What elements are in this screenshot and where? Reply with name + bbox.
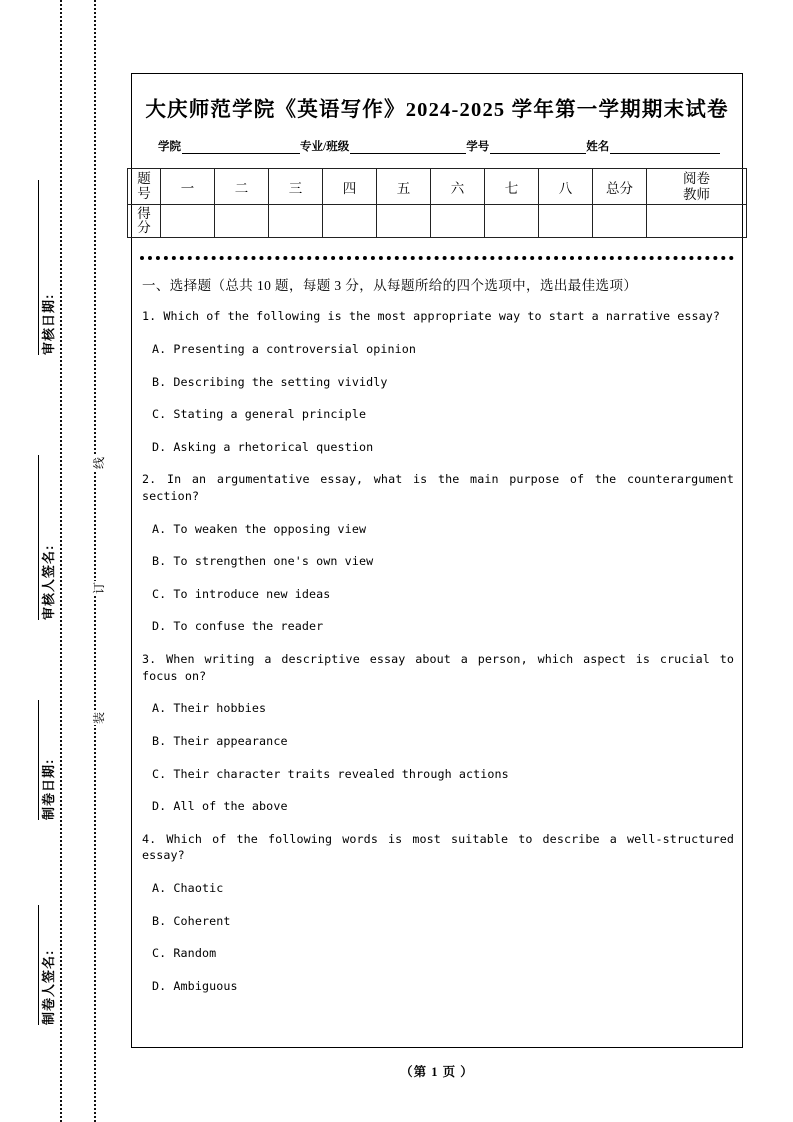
question-4-option-d[interactable]: D. Ambiguous: [152, 978, 238, 993]
binding-margin: [0, 0, 130, 1122]
question-3-option-d[interactable]: D. All of the above: [152, 799, 288, 814]
student-info-line: [158, 138, 728, 154]
question-1-option-b[interactable]: B. Describing the setting vividly: [152, 374, 388, 389]
question-1-option-a[interactable]: A. Presenting a controversial opinion: [152, 341, 417, 356]
score-cell-7[interactable]: [485, 205, 539, 238]
score-table: [127, 168, 747, 238]
score-cell-4[interactable]: [323, 205, 377, 238]
question-1-option-c[interactable]: C. Stating a general principle: [152, 407, 367, 422]
major-class-label: 专业/班级: [300, 141, 350, 153]
table-row-question-numbers: [128, 169, 747, 205]
exam-title: 大庆师范学院《英语写作》2024‑2025 学年第一学期期末试卷: [145, 99, 729, 121]
student-id-input[interactable]: [490, 140, 586, 154]
binding-dotted-line-inner: [94, 0, 96, 1122]
student-id-label: 学号: [466, 141, 490, 153]
table-row-scores: [128, 205, 747, 238]
question-4-option-a[interactable]: A. Chaotic: [152, 880, 224, 895]
score-table-col-total: 总分: [593, 169, 647, 205]
score-table-col-7: 七: [485, 169, 539, 205]
grader-label-line2: 教师: [683, 186, 710, 202]
name-input[interactable]: [610, 140, 720, 154]
stub-score-line2: 分: [137, 220, 151, 236]
question-3-option-a[interactable]: A. Their hobbies: [152, 701, 267, 716]
binding-mark-staple: 装: [88, 711, 109, 725]
question-2-stem: 2. In an argumentative essay, what is the main purpose of the counterargument section?: [142, 472, 734, 504]
page-footer: （第 1 页 ）: [400, 1065, 474, 1079]
score-cell-6[interactable]: [431, 205, 485, 238]
paper-date-label: 制卷日期:: [41, 758, 56, 820]
section-heading-1: 一、选择题（总共 10 题，每题 3 分，从每题所给的四个选项中，选出最佳选项）: [142, 278, 638, 294]
question-2-option-a[interactable]: A. To weaken the opposing view: [152, 521, 367, 536]
name-label: 姓名: [586, 141, 610, 153]
question-3-stem: 3. When writing a descriptive essay about a person, which aspect is crucial to focus on?: [142, 652, 734, 683]
score-table-col-4: 四: [323, 169, 377, 205]
score-table-stub-score: [128, 205, 161, 238]
major-class-input[interactable]: [350, 140, 466, 154]
exam-paper-box: [131, 73, 743, 1048]
score-cell-2[interactable]: [215, 205, 269, 238]
stub-question-line1: 题: [137, 171, 151, 187]
score-table-stub-question: [128, 169, 161, 205]
score-cell-3[interactable]: [269, 205, 323, 238]
score-table-col-2: 二: [215, 169, 269, 205]
question-2-option-c[interactable]: C. To introduce new ideas: [152, 586, 331, 601]
question-2-option-b[interactable]: B. To strengthen one's own view: [152, 554, 374, 569]
reviewer-signature-label: 审核人签名:: [41, 544, 56, 620]
score-table-wrapper: [132, 168, 742, 238]
score-table-col-5: 五: [377, 169, 431, 205]
question-3-option-b[interactable]: B. Their appearance: [152, 733, 288, 748]
score-table-col-1: 一: [161, 169, 215, 205]
stub-question-line2: 号: [137, 185, 151, 201]
question-3-option-c[interactable]: C. Their character traits revealed through actions: [152, 766, 509, 781]
college-input[interactable]: [182, 140, 300, 154]
question-4-option-c[interactable]: C. Random: [152, 946, 217, 961]
review-date-label: 审核日期:: [41, 293, 56, 355]
question-2-option-d[interactable]: D. To confuse the reader: [152, 619, 324, 634]
binding-mark-line: 线: [88, 456, 109, 470]
exam-content: [132, 260, 742, 994]
stub-score-line1: 得: [137, 206, 151, 222]
score-table-col-3: 三: [269, 169, 323, 205]
paper-maker-signature-label: 制卷人签名:: [41, 949, 56, 1025]
score-cell-5[interactable]: [377, 205, 431, 238]
question-1-option-d[interactable]: D. Asking a rhetorical question: [152, 439, 374, 454]
score-table-col-grader: [647, 169, 747, 205]
binding-mark-bind: 订: [88, 581, 109, 595]
grader-label-line1: 阅卷: [683, 171, 710, 186]
question-4-option-b[interactable]: B. Coherent: [152, 913, 231, 928]
score-cell-8[interactable]: [539, 205, 593, 238]
question-1-stem: 1. Which of the following is the most appropriate way to start a narrative essay?: [142, 309, 721, 324]
score-cell-grader[interactable]: [647, 205, 747, 238]
score-cell-total[interactable]: [593, 205, 647, 238]
score-cell-1[interactable]: [161, 205, 215, 238]
score-table-col-8: 八: [539, 169, 593, 205]
binding-dotted-line-outer: [60, 0, 62, 1122]
college-label: 学院: [158, 141, 181, 153]
score-table-col-6: 六: [431, 169, 485, 205]
question-4-stem: 4. Which of the following words is most suitable to describe a well‑structured essay?: [142, 831, 734, 863]
